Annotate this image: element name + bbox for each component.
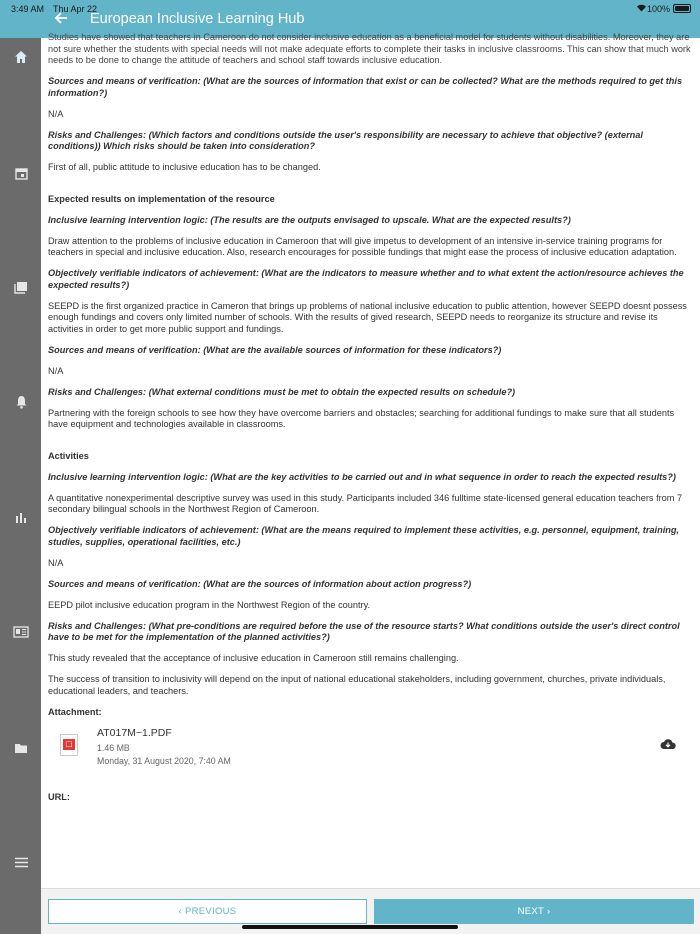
- previous-button[interactable]: ‹ PREVIOUS: [48, 899, 367, 924]
- attachment-file-date: Monday, 31 August 2020, 7:40 AM: [97, 755, 231, 766]
- bar-chart-icon: [15, 512, 27, 524]
- cloud-download-icon[interactable]: [660, 738, 676, 750]
- risks-answer: Partnering with the foreign schools to see how they have overcome barriers and obstacles; searching for additional fundings to make sure that all students have equipment and technologies available in classrooms.: [48, 407, 675, 429]
- indicators-question: Objectively verifiable indicators of achievement: (What are the indicators to measure whether and to what extent the action/resource achieves the expected results?): [48, 268, 684, 290]
- home-indicator: [242, 925, 458, 929]
- sidebar-item-files[interactable]: [10, 737, 32, 759]
- wifi-icon: [636, 3, 647, 14]
- sidebar-nav: [0, 38, 41, 934]
- section-title-expected-results: Expected results on implementation of the resource: [48, 193, 275, 204]
- calendar-icon: [15, 167, 28, 180]
- sources-question: Sources and means of verification: (What are the sources of information about action progress?): [48, 578, 472, 589]
- home-icon: [14, 50, 28, 64]
- attachment-label: Attachment:: [48, 706, 102, 717]
- status-time: 3:49 AM: [11, 4, 45, 14]
- sidebar-item-notifications[interactable]: [10, 391, 32, 413]
- risks-question: Risks and Challenges: (Which factors and conditions outside the user's responsibility are necessary to achieve that objective? (external conditions)) Which risks should be taken into consideration?: [48, 129, 643, 151]
- sidebar-item-home[interactable]: [10, 46, 32, 68]
- sources-question: Sources and means of verification: (What are the available sources of information for these indicators?): [48, 344, 502, 355]
- url-label: URL:: [48, 791, 70, 802]
- risks-answer: The success of transition to inclusivity will depend on the input of national educational stakeholders, including government, churches, private individuals, educational leaders, and teachers.: [48, 674, 666, 696]
- newspaper-icon: [13, 626, 29, 638]
- sidebar-item-news[interactable]: [10, 621, 32, 643]
- attachment-file-size: 1.46 MB: [97, 742, 130, 753]
- logic-question: Inclusive learning intervention logic: (What are the key activities to be carried out and in what sequence in order to reach the expected results?): [48, 471, 676, 482]
- bell-icon: [15, 395, 28, 409]
- attachment-item[interactable]: [48, 728, 694, 774]
- sources-question: Sources and means of verification: (What are the sources of information that exist or can be collected? What are the methods required to get this information?): [48, 76, 683, 98]
- risks-answer: First of all, public attitude to inclusive education has to be changed.: [48, 162, 321, 172]
- next-button[interactable]: NEXT ›: [374, 899, 694, 924]
- sidebar-item-library[interactable]: [10, 276, 32, 298]
- pdf-file-icon: ⬚: [60, 734, 78, 756]
- status-date: Thu Apr 22: [53, 4, 98, 14]
- sources-answer: N/A: [48, 108, 64, 119]
- sidebar-item-statistics[interactable]: [10, 507, 32, 529]
- indicators-answer: SEEPD is the first organized practice in Cameron that brings up problems of national inclusive education to public attention, however SEEPD doesnt possess enough fundings and covers only limited number of schools. With the results of gived research, SEEPD needs to reorganize its structure and revise its activities in order to get more public support and fundings.: [48, 300, 687, 334]
- app-title: European Inclusive Learning Hub: [90, 11, 305, 27]
- indicators-answer: N/A: [48, 557, 64, 568]
- indicators-question: Objectively verifiable indicators of achievement: (What are the means required to implement these activities, e.g. personnel, equipment, training, studies, supplies, operational facilities, etc.): [48, 525, 680, 547]
- resource-detail-content: [48, 32, 694, 813]
- back-button[interactable]: [54, 9, 68, 29]
- folder-icon: [14, 742, 28, 754]
- risks-question: Risks and Challenges: (What pre-conditions are required before the use of the resource starts? What conditions outside the user's direct control have to be met for the implementation of the planned activities?): [48, 620, 680, 642]
- section-title-activities: Activities: [48, 450, 89, 461]
- battery-icon: [673, 4, 691, 13]
- battery-percent: 100%: [646, 4, 670, 14]
- risks-question: Risks and Challenges: (What external conditions must be met to obtain the expected results on schedule?): [48, 386, 516, 397]
- logic-answer: Draw attention to the problems of inclusive education in Cameroon that will give impetus to development of an intensive in-service training programs for teachers in special and inclusive education. Also, research encourages for possible fundings that might ease the process of inclusive education adaptation.: [48, 235, 677, 257]
- arrow-left-icon: [54, 11, 68, 25]
- risks-answer: This study revealed that the acceptance of inclusive education in Cameroon still remains challenging.: [48, 653, 459, 663]
- sources-answer: N/A: [48, 365, 64, 376]
- sidebar-item-menu[interactable]: [10, 851, 32, 873]
- sidebar-item-calendar[interactable]: [10, 162, 32, 184]
- logic-question: Inclusive learning intervention logic: (The results are the outputs envisaged to upscale. What are the expected results?): [48, 214, 571, 225]
- library-icon: [14, 281, 28, 294]
- intro-text: Studies have showed that teachers in Cameroon do not consider inclusive education as a beneficial model for students without disabilities. Moreover, they are not sure whether the students with special needs will not make adequate efforts to complete their tasks in inclusive classrooms. This can show that much work needs to be done to change the attitude of teachers and school staff towards inclusive education.: [48, 32, 691, 65]
- logic-answer: A quantitative nonexperimental descriptive survey was used in this study. Participants included 346 fulltime state-licensed general education teachers from 7 secondary bilingual schools in the Northwest Region of Cameroon.: [48, 492, 683, 514]
- menu-icon: [15, 857, 28, 868]
- sources-answer: EEPD pilot inclusive education program in the Northwest Region of the country.: [48, 599, 371, 610]
- attachment-file-name: AT017M~1.PDF: [97, 726, 172, 739]
